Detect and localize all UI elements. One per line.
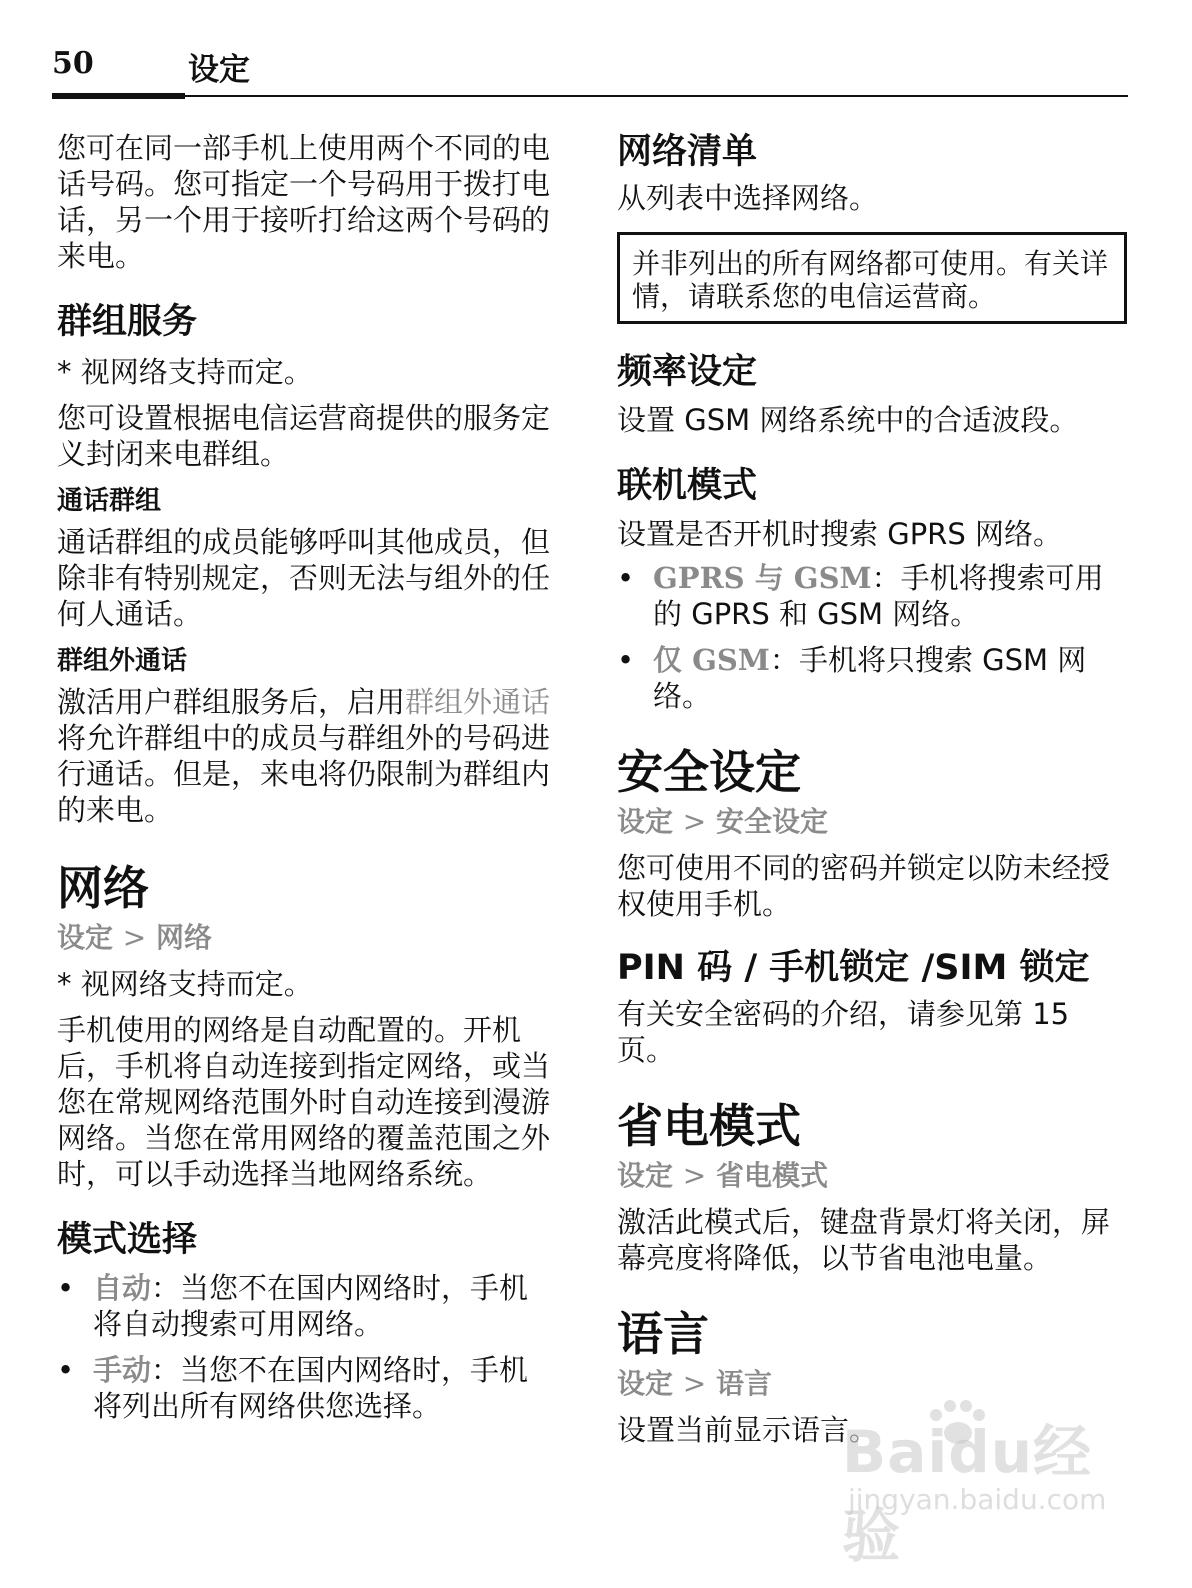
group-service-desc: 您可设置根据电信运营商提供的服务定义封闭来电群组。 bbox=[57, 401, 551, 471]
page-number: 50 bbox=[52, 46, 94, 81]
left-column bbox=[57, 130, 557, 1424]
group-service-note: * 视网络支持而定。 bbox=[57, 355, 313, 389]
network-list-heading: 网络清单 bbox=[617, 132, 758, 172]
network-note-box: 并非列出的所有网络都可使用。有关详情，请联系您的电信运营商。 bbox=[617, 232, 1127, 324]
frequency-heading: 频率设定 bbox=[617, 352, 758, 392]
language-desc: 设置当前显示语言。 bbox=[617, 1413, 879, 1447]
call-group-heading: 通话群组 bbox=[57, 486, 162, 516]
language-breadcrumb: 设定 > 语言 bbox=[617, 1367, 772, 1400]
list-item: • 自动：当您不在国内网络时，手机将自动搜索可用网络。 bbox=[57, 1271, 529, 1341]
frequency-desc: 设置 GSM 网络系统中的合适波段。 bbox=[617, 403, 1079, 437]
language-heading: 语言 bbox=[617, 1307, 709, 1361]
watermark-logo: Baidu经验 bbox=[842, 1418, 1093, 1570]
network-note: * 视网络支持而定。 bbox=[57, 967, 313, 1001]
group-service-heading: 群组服务 bbox=[57, 302, 198, 342]
network-breadcrumb: 设定 > 网络 bbox=[57, 921, 212, 954]
mode-select-list bbox=[57, 1270, 557, 1424]
mode-select-heading: 模式选择 bbox=[57, 1220, 198, 1260]
power-save-breadcrumb: 设定 > 省电模式 bbox=[617, 1159, 828, 1192]
online-mode-desc: 设置是否开机时搜索 GPRS 网络。 bbox=[617, 517, 1062, 551]
network-heading: 网络 bbox=[57, 861, 149, 915]
power-save-desc: 激活此模式后，键盘背景灯将关闭，屏幕亮度将降低，以节省电池电量。 bbox=[617, 1205, 1111, 1275]
header-rule bbox=[52, 95, 1128, 97]
network-list-desc: 从列表中选择网络。 bbox=[617, 181, 879, 215]
online-mode-list bbox=[617, 560, 1127, 714]
list-item: • 仅 GSM：手机将只搜索 GSM 网络。 bbox=[617, 643, 1087, 713]
intro-paragraph: 您可在同一部手机上使用两个不同的电话号码。您可指定一个号码用于拨打电话，另一个用于接听打给这两个号码的来电。 bbox=[57, 131, 551, 273]
pin-desc: 有关安全密码的介绍，请参见第 15 页。 bbox=[617, 997, 1070, 1067]
watermark-url: jingyan.baidu.com bbox=[848, 1483, 1107, 1516]
list-item: • GPRS 与 GSM：手机将搜索可用的 GPRS 和 GSM 网络。 bbox=[617, 561, 1104, 631]
security-breadcrumb: 设定 > 安全设定 bbox=[617, 805, 828, 838]
power-save-heading: 省电模式 bbox=[617, 1099, 801, 1153]
baidu-watermark bbox=[842, 1405, 1112, 1570]
list-item: • 手动：当您不在国内网络时，手机将列出所有网络供您选择。 bbox=[57, 1353, 529, 1423]
outside-call-heading: 群组外通话 bbox=[57, 646, 188, 676]
pin-heading: PIN 码 / 手机锁定 /SIM 锁定 bbox=[617, 948, 1090, 988]
page-header bbox=[52, 40, 1128, 100]
security-heading: 安全设定 bbox=[617, 745, 801, 799]
call-group-text: 通话群组的成员能够呼叫其他成员，但除非有特别规定，否则无法与组外的任何人通话。 bbox=[57, 525, 551, 631]
chapter-title: 设定 bbox=[188, 52, 250, 88]
outside-call-link: 群组外通话 bbox=[405, 685, 551, 719]
online-mode-heading: 联机模式 bbox=[617, 466, 758, 506]
header-rule-accent bbox=[52, 93, 185, 99]
security-desc: 您可使用不同的密码并锁定以防未经授权使用手机。 bbox=[617, 851, 1111, 921]
outside-call-text: 激活用户群组服务后，启用群组外通话将允许群组中的成员与群组外的号码进行通话。但是，来电将仍限制为群组内的来电。 bbox=[57, 685, 551, 827]
network-desc: 手机使用的网络是自动配置的。开机后，手机将自动连接到指定网络，或当您在常规网络范围外时自动连接到漫游网络。当您在常用网络的覆盖范围之外时，可以手动选择当地网络系统。 bbox=[57, 1013, 551, 1191]
right-column bbox=[617, 130, 1127, 1448]
